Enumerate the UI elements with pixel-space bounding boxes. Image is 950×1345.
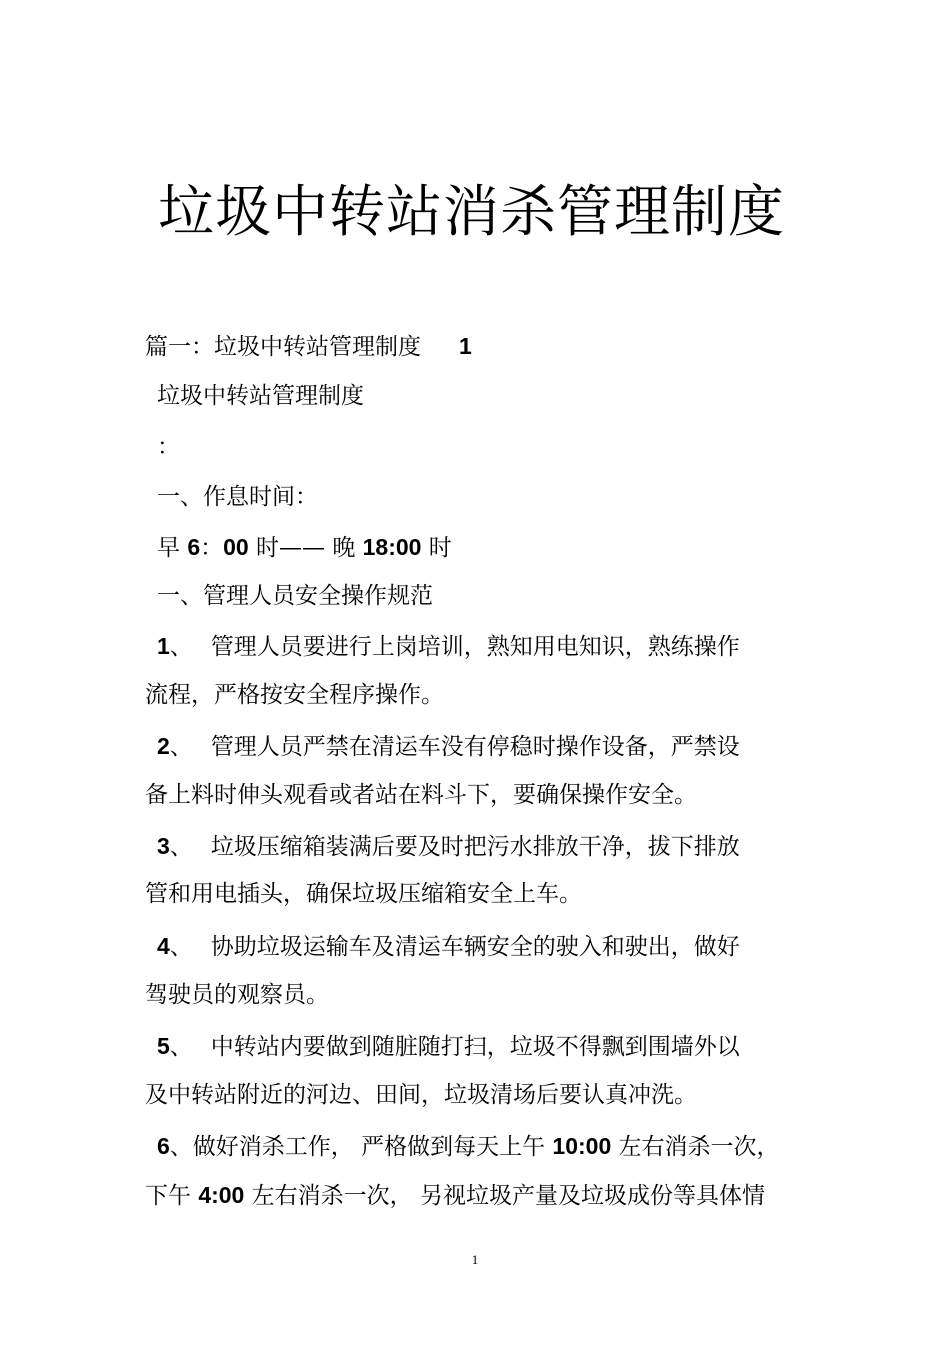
list-item-first-line <box>157 1031 740 1062</box>
item-separator: 、 <box>169 734 193 760</box>
section-safety-heading: 一、管理人员安全操作规范 <box>157 583 433 609</box>
list-item-second-line: 及中转站附近的河边、田间，垃圾清场后要认真冲洗。 <box>145 1082 697 1108</box>
page-number: 1 <box>471 1252 479 1267</box>
list-item-first-line <box>157 931 740 962</box>
hours-number: 6 <box>187 534 201 560</box>
item-text: 管理人员严禁在清运车没有停稳时操作设备，严禁设 <box>210 734 740 760</box>
list-item-first-line <box>157 731 740 762</box>
subtitle: 垃圾中转站管理制度 <box>157 383 364 409</box>
item-number: 1 <box>157 633 170 659</box>
working-hours <box>157 532 452 563</box>
chapter-heading <box>145 331 472 362</box>
hours-number: 18:00 <box>362 534 422 560</box>
list-item-first-line <box>157 831 740 862</box>
item-text: 管理人员要进行上岗培训，熟知用电知识，熟练操作 <box>210 634 740 660</box>
item-number: 4 <box>157 933 170 959</box>
section-hours-heading: 一、作息时间： <box>157 484 318 510</box>
list-item-second-line: 备上料时伸头观看或者站在料斗下，要确保操作安全。 <box>145 782 697 808</box>
item-text: 下午 <box>145 1183 199 1209</box>
chapter-number: 1 <box>459 333 472 359</box>
item-separator: 、 <box>169 634 193 660</box>
item-text: 中转站内要做到随脏随打扫，垃圾不得飘到围墙外以 <box>210 1034 740 1060</box>
item-text: 左右消杀一次， 另视垃圾产量及垃圾成份等具体情 <box>244 1183 765 1209</box>
list-item-first-line <box>157 631 740 662</box>
item-time: 4:00 <box>198 1182 245 1208</box>
item-separator: 、 <box>169 1034 193 1060</box>
item-text: 协助垃圾运输车及清运车辆安全的驶入和驶出，做好 <box>210 934 740 960</box>
item-number: 5 <box>157 1033 170 1059</box>
list-item-second-line <box>145 1180 765 1211</box>
item-text: 左右消杀一次， <box>611 1134 780 1160</box>
list-item-second-line: 驾驶员的观察员。 <box>145 982 329 1008</box>
list-item-second-line: 流程，严格按安全程序操作。 <box>145 682 444 708</box>
item-separator: 、 <box>169 834 193 860</box>
list-item-first-line <box>157 1131 780 1162</box>
list-item-second-line: 管和用电插头，确保垃圾压缩箱安全上车。 <box>145 881 582 907</box>
colon-line: ： <box>157 434 180 460</box>
hours-text: 时 <box>421 535 452 561</box>
hours-number: 00 <box>223 534 249 560</box>
item-time: 10:00 <box>552 1133 612 1159</box>
hours-text: ： <box>200 535 224 561</box>
item-text: 垃圾压缩箱装满后要及时把污水排放干净，拔下排放 <box>210 834 740 860</box>
item-number: 2 <box>157 733 170 759</box>
item-text: 、做好消杀工作， 严格做到每天上午 <box>169 1134 553 1160</box>
document-title: 垃圾中转站消杀管理制度 <box>158 180 785 245</box>
chapter-label: 篇一：垃圾中转站管理制度 <box>145 334 421 360</box>
hours-text: 早 <box>157 535 188 561</box>
hours-text: 时—— 晚 <box>248 535 363 561</box>
item-separator: 、 <box>169 934 193 960</box>
item-number: 3 <box>157 833 170 859</box>
item-number: 6 <box>157 1133 170 1159</box>
